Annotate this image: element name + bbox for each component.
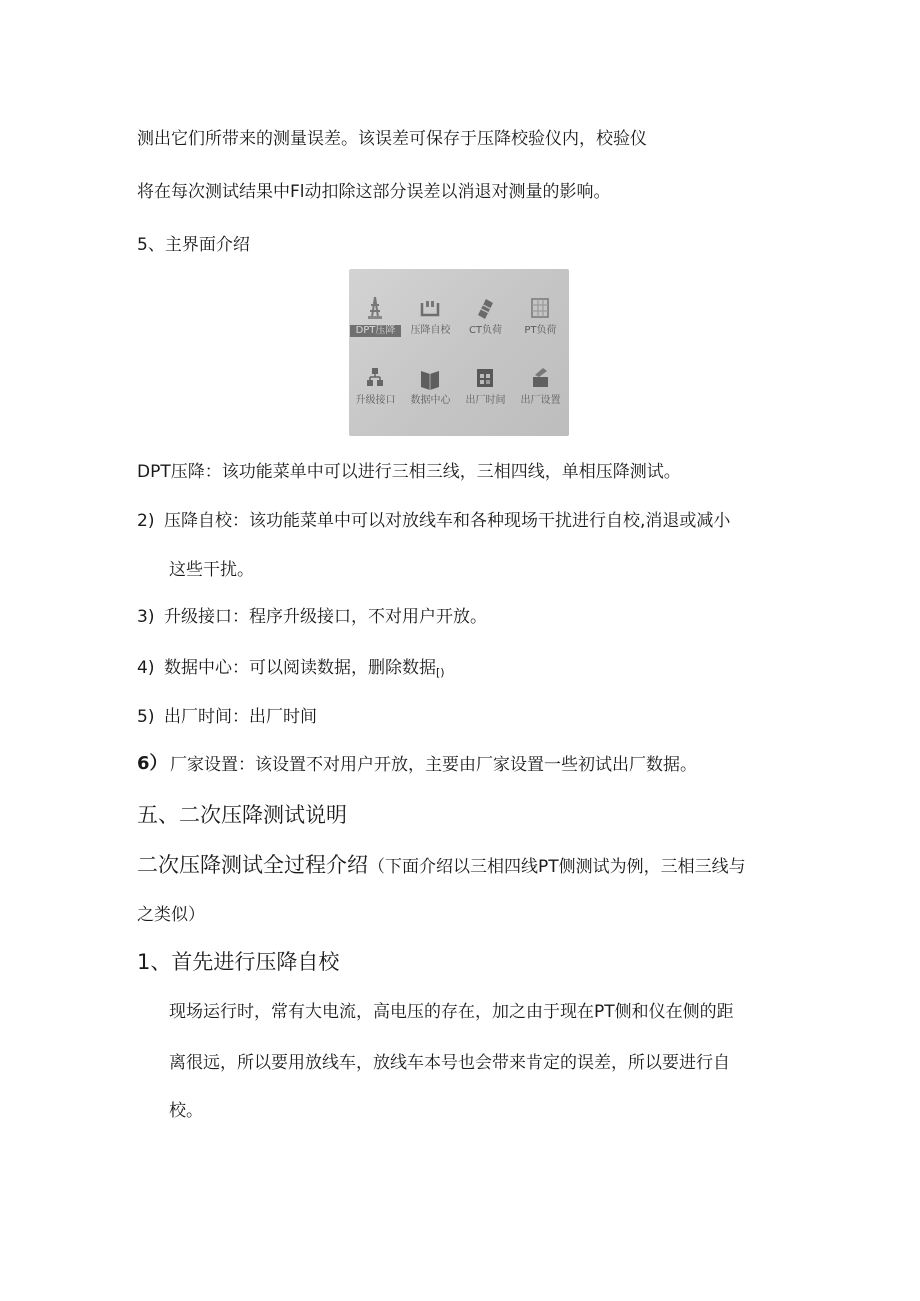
- item-5-number: 5): [137, 707, 155, 727]
- menu-cell-dpt: [348, 291, 403, 351]
- menu-label: 出厂时间: [465, 395, 506, 406]
- item-dpt: DPT压降：该功能菜单中可以进行三相三线，三相四线，单相压降测试。: [137, 462, 681, 482]
- coil-icon: [474, 295, 496, 321]
- body-line-3: 校。: [169, 1101, 203, 1121]
- subtitle-note: （下面介绍以三相四线PT侧测试为例，三相三线与: [368, 857, 746, 877]
- menu-label: 压降自校: [410, 325, 451, 336]
- item-4-text: [164, 656, 445, 685]
- menu-cell-upgrade: [348, 361, 403, 421]
- item-2-number: 2): [137, 511, 155, 531]
- menu-cell-data-center: [403, 361, 458, 421]
- item-4-label: 数据中心：可以阅读数据，删除数据: [164, 658, 436, 678]
- body-line-1: 现场运行时，常有大电流，高电压的存在，加之由于现在PT侧和仪在侧的距: [169, 1002, 734, 1022]
- item-3-text: 升级接口：程序升级接口，不对用户开放。: [164, 607, 487, 627]
- menu-cell-self-check: [403, 291, 458, 351]
- menu-cell-pt-load: [513, 291, 568, 351]
- menu-cell-factory-time: [458, 361, 513, 421]
- item-6-text: 厂家设置：该设置不对用户开放，主要由厂家设置一些初试出厂数据。: [170, 755, 697, 775]
- menu-label: 数据中心: [410, 395, 451, 406]
- item-2-continuation: 这些干扰。: [169, 560, 254, 580]
- subtitle-note-continuation: 之类似）: [137, 905, 205, 925]
- book-icon: [419, 365, 441, 391]
- section-heading-main-interface: 5、主界面介绍: [137, 235, 250, 255]
- menu-cell-ct-load: [458, 291, 513, 351]
- item-6-number: 6）: [137, 753, 168, 774]
- tower-icon: [364, 295, 386, 321]
- menu-label: PT负荷: [524, 325, 557, 336]
- subtitle-line: [137, 850, 746, 880]
- subtitle-main: 二次压降测试全过程介绍: [137, 853, 368, 877]
- menu-label: 升级接口: [355, 395, 396, 406]
- body-line-2: 离很远，所以要用放线车，放线车本号也会带来肯定的误差，所以要进行自: [169, 1053, 730, 1073]
- item-4-number: 4): [137, 658, 155, 678]
- item-2-text: 压降自校：该功能菜单中可以对放线车和各种现场干扰进行自校,消退或减小: [164, 511, 731, 531]
- item-5-text: 出厂时间：出厂时间: [164, 707, 317, 727]
- section-title: 五、二次压降测试说明: [137, 803, 347, 827]
- menu-label: DPT压降: [350, 325, 401, 337]
- grid-icon: [529, 295, 551, 321]
- item-4-mark: [): [436, 666, 445, 679]
- item-3-number: 3): [137, 607, 155, 627]
- tools-icon: [529, 365, 551, 391]
- paragraph-line-1: 测出它们所带来的测量误差。该误差可保存于压降校验仪内，校验仪: [137, 129, 647, 149]
- paragraph-line-2: 将在每次测试结果中Fl动扣除这部分误差以消退对测量的影响。: [137, 182, 611, 202]
- calendar-icon: [474, 365, 496, 391]
- menu-label: CT负荷: [468, 325, 503, 336]
- bracket-icon: [419, 295, 441, 321]
- step-1-heading: 1、首先进行压降自校: [137, 950, 340, 974]
- network-icon: [364, 365, 386, 391]
- menu-cell-factory-settings: [513, 361, 568, 421]
- main-interface-screenshot: [349, 269, 569, 436]
- menu-label: 出厂设置: [520, 395, 561, 406]
